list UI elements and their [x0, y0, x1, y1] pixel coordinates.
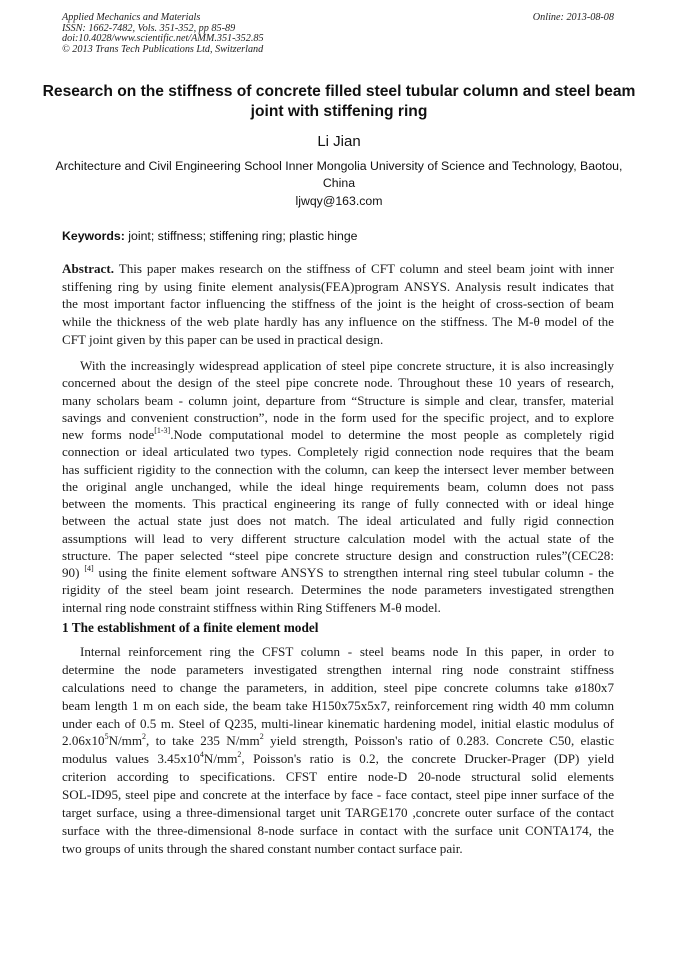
text-segment: many scholars beam - column joint, departure from “Structure is simple and clear, transfer, material — [62, 392, 614, 408]
text-segment: internal ring node constraint stiffness within Ring Stiffeners M-θ model. — [62, 599, 441, 615]
journal-header — [62, 13, 614, 55]
abstract-label: Abstract. — [62, 261, 114, 276]
text-segment: while the thickness of the web plate hardly has any influence on the stiffness. The M-θ model of the — [62, 314, 614, 330]
text-segment: modulus values 3.45x10 — [62, 751, 200, 767]
text-line — [62, 768, 614, 786]
text-line — [62, 679, 614, 697]
text-segment: yield strength, Poisson's ratio of 0.283. Concrete C50, elastic — [263, 733, 615, 749]
text-segment: Internal reinforcement ring the CFST column - steel beams node In this paper, in order to — [80, 644, 614, 659]
affiliation: Architecture and Civil Engineering School Inner Mongolia University of Science and Technology, Baotou, China — [55, 159, 623, 190]
text-segment: SOL-ID95, steel pipe and concrete at the interface by face - face contact, steel pipe inner surface of the — [62, 787, 614, 803]
doi: doi:10.4028/www.scientific.net/AMM.351-352.85 — [62, 33, 264, 45]
superscript: 5 — [104, 732, 109, 742]
text-segment: .Node computational model to determine the most people as completely rigid — [170, 427, 614, 442]
text-segment: target surface, using a three-dimensional target unit TARGE170 ,concrete outer surface of the contact — [62, 805, 614, 821]
text-line — [62, 426, 614, 443]
text-segment: stiffening ring by using finite element analysis(FEA)program ANSYS. Analysis result indicates that — [62, 278, 614, 294]
superscript: [4] — [84, 564, 94, 573]
text-line — [62, 643, 614, 661]
text-line — [62, 331, 614, 349]
text-line — [62, 443, 614, 460]
superscript: 4 — [199, 750, 204, 760]
text-segment: 90) — [62, 565, 85, 580]
text-line — [62, 599, 614, 616]
text-segment: rigidity of the steel beam joint research. Determines the node parameters investigated strengthen — [62, 582, 614, 598]
text-line — [62, 530, 614, 547]
text-line — [62, 313, 614, 331]
text-segment: new forms node — [62, 427, 155, 442]
text-segment: connection or ideal articulated two types. Completely rigid connection node requires that the beam — [62, 444, 614, 460]
text-line — [62, 278, 614, 296]
text-segment: assumptions will lead to very different structure calculation model with the actual state of the — [62, 530, 614, 546]
text-line — [62, 461, 614, 478]
text-segment: savings and convenient construction”, node in the form used for the specific project, and to explore — [62, 409, 614, 425]
text-segment: N/mm — [203, 751, 238, 767]
text-segment: between the actual state just does not match. The ideal articulated and fully rigid connection — [62, 513, 614, 529]
text-segment: CFT joint given by this paper can be used in practical design. — [62, 331, 384, 347]
text-segment: the original angle unchanged, while the ideal hinge requirements beam, column does not pass — [62, 478, 614, 494]
keywords-text: joint; stiffness; stiffening ring; plastic hinge — [124, 229, 358, 243]
superscript: [1-3] — [154, 426, 171, 435]
text-segment: surface with the three-dimensional 8-node surface in contact with the surface unit CONTA174, the — [62, 822, 614, 838]
issn: ISSN: 1662-7482, Vols. 351-352, pp 85-89 — [62, 22, 236, 34]
text-segment: the most important factor influencing the stiffness of the joint is the height of cross-section of beam — [62, 296, 614, 312]
text-line — [62, 750, 614, 768]
text-line — [62, 295, 614, 313]
keywords — [62, 229, 358, 243]
text-line — [62, 478, 614, 495]
section-1-paragraph — [62, 643, 614, 858]
text-segment: criterion according to specifications. CFST entire node-D 20-node structural solid elements — [62, 769, 614, 785]
text-segment: N/mm — [108, 733, 143, 749]
paper-title: Research on the stiffness of concrete filled steel tubular column and steel beam joint with stiffening ring — [42, 83, 636, 120]
text-line — [62, 804, 614, 822]
online-date: Online: 2013-08-08 — [532, 12, 614, 23]
superscript: 2 — [259, 732, 264, 742]
superscript: 2 — [142, 732, 147, 742]
introduction-paragraph — [62, 357, 614, 616]
text-line — [62, 564, 614, 581]
text-segment: With the increasingly widespread application of steel pipe concrete structure, it is also increasingly — [80, 358, 614, 373]
section-heading: 1 The establishment of a finite element model — [62, 620, 319, 635]
text-segment: between the moments. This practical engineering its range of fully connected with or ideal hinge — [62, 496, 614, 511]
journal-name: Applied Mechanics and Materials — [62, 12, 201, 23]
text-line — [62, 822, 614, 840]
text-segment: This paper makes research on the stiffness of CFT column and steel beam joint with inner — [114, 261, 614, 276]
keywords-label: Keywords: — [62, 229, 125, 243]
text-segment: two groups of units through the shared constant number contact surface pair. — [62, 840, 463, 856]
abstract — [62, 260, 614, 348]
text-segment: structure. The paper selected “steel pipe concrete structure design and construction rules”(CEC28: — [62, 547, 614, 563]
text-line — [62, 732, 614, 750]
text-line — [62, 581, 614, 598]
text-segment: has sufficient rigidity to the connection with the column, can keep the intersect lever member between — [62, 461, 614, 477]
text-line — [62, 840, 614, 858]
superscript: 2 — [237, 750, 242, 760]
text-segment: 2.06x10 — [62, 733, 105, 749]
text-line — [62, 495, 614, 512]
author-email: ljwqy@163.com — [295, 194, 383, 208]
text-segment: , to take 235 N/mm — [146, 733, 260, 749]
text-line — [62, 392, 614, 409]
text-line — [62, 697, 614, 715]
text-segment: concerned about the design of the steel pipe concrete node. Throughout these 10 years of research, — [62, 375, 614, 391]
text-segment: beam length 1 m on each side, the beam take H150x75x5x7, reinforcement ring width 40 mm column — [62, 697, 614, 713]
text-segment: under each of 0.5 m. Steel of Q235, multi-linear kinematic hardening model, initial elastic modulus of — [62, 715, 614, 731]
text-line — [62, 661, 614, 679]
text-segment: , Poisson's ratio is 0.2, the concrete Drucker-Prager (DP) yield — [241, 751, 614, 767]
author: Li Jian — [317, 133, 361, 150]
text-segment: determine the node parameters investigated strengthen internal ring node constraint stiffness — [62, 661, 614, 677]
text-segment: calculations need to change the parameters, in addition, steel pipe concrete columns take ø180x7 — [62, 679, 614, 695]
text-line — [62, 409, 614, 426]
text-segment: using the finite element software ANSYS to strengthen internal ring steel tubular column - the — [93, 565, 614, 580]
text-line — [62, 374, 614, 391]
text-line — [62, 547, 614, 564]
text-line — [62, 260, 614, 278]
text-line — [62, 786, 614, 804]
text-line — [62, 512, 614, 529]
text-line — [62, 715, 614, 733]
copyright: © 2013 Trans Tech Publications Ltd, Switzerland — [62, 43, 264, 55]
text-line — [62, 357, 614, 374]
